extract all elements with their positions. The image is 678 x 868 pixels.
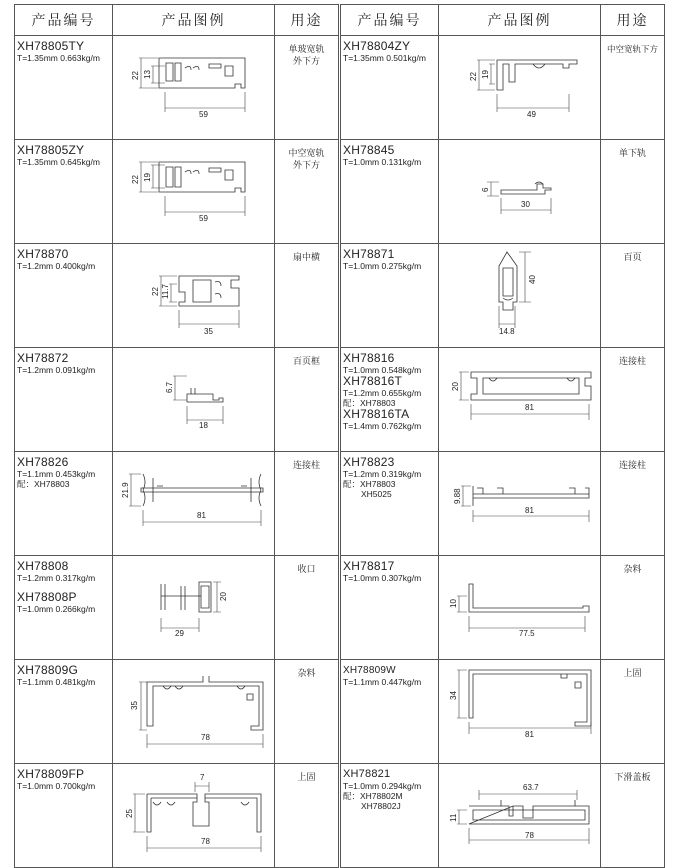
product-spec: T=1.0mm 0.131kg/m — [343, 157, 422, 167]
product-spec: T=1.1mm 0.481kg/m — [17, 677, 96, 687]
usage-text: 杂料 — [297, 669, 316, 679]
product-note: 配：XH78803 — [343, 398, 396, 408]
product-id: XH78808P — [17, 590, 77, 604]
usage-text: 上固 — [623, 669, 642, 679]
product-id: XH78872 — [17, 351, 69, 365]
dim-label: 78 — [201, 733, 210, 742]
usage-text: 百页 — [623, 253, 642, 263]
product-spec: T=1.0mm 0.294kg/m — [343, 781, 422, 791]
profile-drawing — [113, 348, 275, 452]
profile-drawing — [113, 452, 275, 556]
dim-label: 81 — [525, 730, 534, 739]
dim-label: 11.7 — [161, 284, 170, 299]
dim-label: 7 — [200, 773, 205, 782]
dim-label: 63.7 — [523, 783, 539, 792]
dim-label: 10 — [449, 599, 458, 608]
dim-label: 22 — [469, 72, 478, 81]
usage-text: 收口 — [297, 565, 316, 575]
left-catalog-table — [14, 4, 339, 868]
product-spec: T=1.0mm 0.700kg/m — [17, 781, 96, 791]
profile-drawing — [113, 660, 275, 764]
dim-label: 11 — [449, 813, 458, 822]
profile-drawing — [113, 556, 275, 660]
header-usage: 用途 — [275, 5, 339, 36]
product-spec: T=1.35mm 0.663kg/m — [17, 53, 100, 63]
dim-label: 34 — [449, 691, 458, 700]
product-id: XH78816 — [343, 351, 395, 365]
table-row — [341, 764, 665, 868]
dim-label: 9.88 — [453, 488, 462, 504]
product-spec: T=1.2mm 0.400kg/m — [17, 261, 96, 271]
product-id: XH78809W — [343, 665, 396, 676]
dim-label: 81 — [197, 511, 206, 520]
profile-drawing — [113, 764, 275, 868]
profile-drawing — [439, 660, 601, 764]
table-row — [15, 764, 339, 868]
product-note: XH5025 — [361, 489, 392, 499]
profile-drawing — [439, 452, 601, 556]
product-note: 配：XH78802M — [343, 791, 403, 801]
dim-label: 77.5 — [519, 629, 535, 638]
dim-label: 19 — [143, 173, 152, 182]
profile-drawing — [439, 348, 601, 452]
dim-label: 6.7 — [165, 381, 174, 393]
product-id: XH78821 — [343, 768, 391, 780]
product-spec: T=1.4mm 0.762kg/m — [343, 421, 422, 431]
dim-label: 6 — [481, 187, 490, 192]
usage-text: 连接柱 — [618, 357, 646, 367]
product-id: XH78823 — [343, 455, 395, 469]
profile-drawing — [113, 36, 275, 140]
usage-text: 中空宽轨 外下方 — [288, 149, 325, 171]
product-spec: T=1.0mm 0.275kg/m — [343, 261, 422, 271]
header-figure: 产品图例 — [439, 5, 601, 36]
table-row — [15, 348, 339, 452]
table-row — [15, 556, 339, 660]
usage-text: 扇中横 — [292, 253, 320, 263]
table-row — [341, 660, 665, 764]
product-spec: T=1.2mm 0.317kg/m — [17, 573, 96, 583]
table-row — [341, 244, 665, 348]
dim-label: 20 — [451, 382, 460, 391]
dim-label: 78 — [201, 837, 210, 846]
product-id: XH78804ZY — [343, 39, 411, 53]
header-usage: 用途 — [601, 5, 665, 36]
product-id: XH78805TY — [17, 39, 85, 53]
usage-text: 中空宽轨下方 — [606, 45, 658, 55]
product-spec: T=1.0mm 0.548kg/m — [343, 365, 422, 375]
table-row — [15, 36, 339, 140]
table-row — [341, 140, 665, 244]
dim-label: 22 — [131, 71, 140, 80]
header-code: 产品编号 — [341, 5, 439, 36]
dim-label: 29 — [175, 629, 184, 638]
product-id: XH78871 — [343, 247, 395, 261]
product-note: 配：XH78803 — [17, 479, 70, 489]
right-catalog-table — [340, 4, 665, 868]
dim-label: 20 — [219, 592, 228, 601]
profile-drawing — [439, 556, 601, 660]
usage-text: 下滑盖板 — [614, 773, 651, 783]
dim-label: 59 — [199, 110, 208, 119]
product-spec: T=1.2mm 0.655kg/m — [343, 388, 422, 398]
dim-label: 81 — [525, 403, 534, 412]
usage-text: 单下轨 — [618, 149, 646, 159]
product-id: XH78817 — [343, 559, 395, 573]
profile-drawing — [113, 140, 275, 244]
dim-label: 13 — [143, 70, 152, 79]
product-id: XH78809G — [17, 663, 78, 677]
product-spec: T=1.2mm 0.319kg/m — [343, 469, 422, 479]
profile-drawing — [439, 140, 601, 244]
dim-label: 22 — [151, 287, 160, 296]
profile-drawing — [439, 244, 601, 348]
product-id: XH78808 — [17, 559, 69, 573]
dim-label: 40 — [528, 275, 537, 284]
profile-drawing — [113, 244, 275, 348]
product-note: XH78802J — [361, 801, 401, 811]
dim-label: 14.8 — [499, 327, 515, 336]
dim-label: 59 — [199, 214, 208, 223]
product-id: XH78870 — [17, 247, 69, 261]
header-figure: 产品图例 — [113, 5, 275, 36]
product-id: XH78816TA — [343, 407, 410, 421]
product-id: XH78805ZY — [17, 143, 85, 157]
profile-drawing — [439, 36, 601, 140]
product-spec: T=1.0mm 0.307kg/m — [343, 573, 422, 583]
usage-text: 百页框 — [292, 357, 320, 367]
profile-drawing — [439, 764, 601, 868]
dim-label: 22 — [131, 175, 140, 184]
table-row — [15, 244, 339, 348]
dim-label: 30 — [521, 200, 530, 209]
product-id: XH78809FP — [17, 767, 85, 781]
header-code: 产品编号 — [15, 5, 113, 36]
product-spec: T=1.1mm 0.447kg/m — [343, 677, 422, 687]
product-id: XH78826 — [17, 455, 69, 469]
product-note: 配：XH78803 — [343, 479, 396, 489]
table-row — [341, 348, 665, 452]
product-id: XH78845 — [343, 143, 395, 157]
usage-text: 连接柱 — [618, 461, 646, 471]
dim-label: 18 — [199, 421, 208, 430]
dim-label: 25 — [125, 809, 134, 818]
dim-label: 19 — [481, 70, 490, 79]
usage-text: 上固 — [297, 773, 316, 783]
table-row — [15, 140, 339, 244]
product-spec: T=1.2mm 0.091kg/m — [17, 365, 96, 375]
product-id: XH78816T — [343, 374, 402, 388]
usage-text: 杂料 — [623, 565, 642, 575]
dim-label: 81 — [525, 506, 534, 515]
product-spec: T=1.0mm 0.266kg/m — [17, 604, 96, 614]
usage-text: 连接柱 — [292, 461, 320, 471]
dim-label: 21.9 — [121, 482, 130, 498]
table-row — [15, 660, 339, 764]
product-spec: T=1.35mm 0.645kg/m — [17, 157, 100, 167]
dim-label: 35 — [204, 327, 213, 336]
dim-label: 49 — [527, 110, 536, 119]
table-row — [341, 556, 665, 660]
product-spec: T=1.1mm 0.453kg/m — [17, 469, 96, 479]
table-row — [15, 452, 339, 556]
table-row — [341, 36, 665, 140]
usage-text: 单玻宽轨 外下方 — [288, 45, 325, 67]
table-row — [341, 452, 665, 556]
dim-label: 35 — [130, 701, 139, 710]
dim-label: 78 — [525, 831, 534, 840]
product-spec: T=1.35mm 0.501kg/m — [343, 53, 426, 63]
